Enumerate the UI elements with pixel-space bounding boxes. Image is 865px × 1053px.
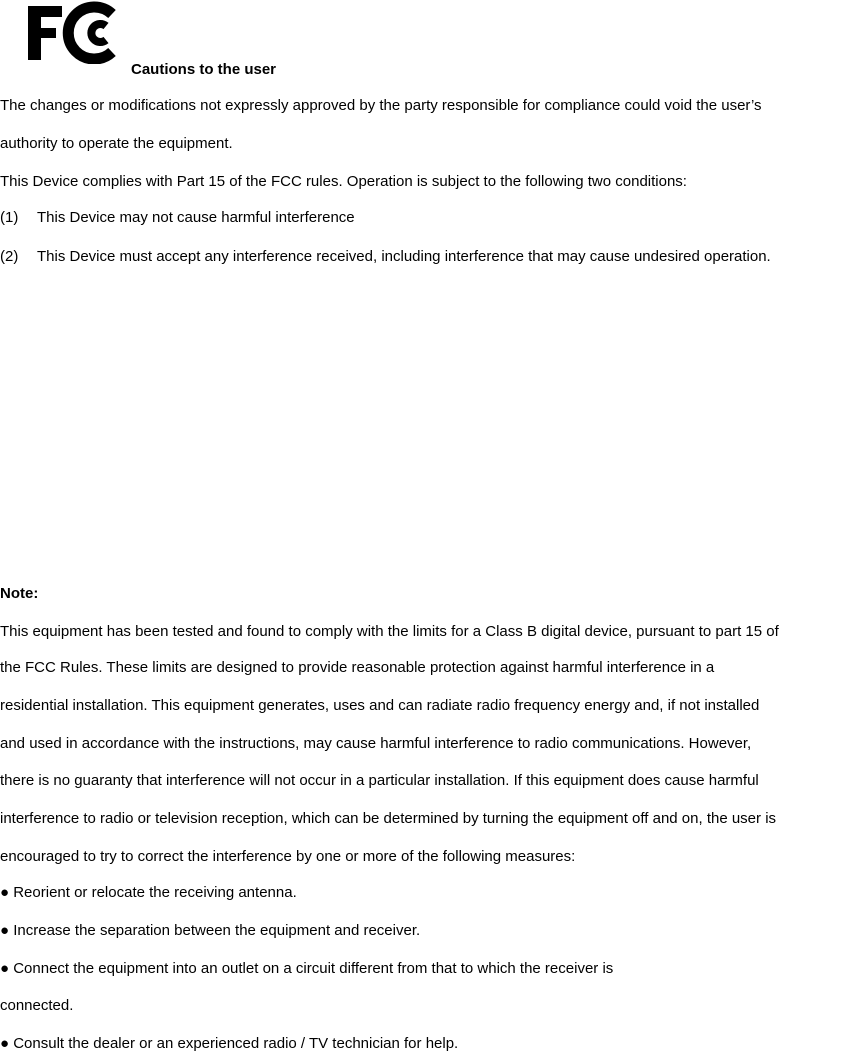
condition-text: This Device may not cause harmful interference (37, 209, 355, 226)
condition-text: This Device must accept any interference received, including interference that may cause undesired operation. (37, 248, 771, 265)
condition-item (0, 248, 771, 266)
measure-item: ● Increase the separation between the equipment and receiver. (0, 922, 421, 939)
note-line: This equipment has been tested and found to comply with the limits for a Class B digital device, pursuant to part 15 of (0, 623, 779, 640)
note-line: the FCC Rules. These limits are designed to provide reasonable protection against harmful interference in a (0, 659, 715, 676)
cautions-paragraph-line: authority to operate the equipment. (0, 135, 233, 152)
condition-number: (1) (0, 209, 19, 226)
compliance-statement: This Device complies with Part 15 of the FCC rules. Operation is subject to the following two conditions: (0, 173, 687, 190)
measure-item-continued: connected. (0, 997, 74, 1014)
measure-item: ● Consult the dealer or an experienced radio / TV technician for help. (0, 1035, 459, 1052)
note-heading: Note: (0, 585, 39, 602)
note-line: there is no guaranty that interference will not occur in a particular installation. If this equipment does cause harmful (0, 772, 759, 789)
note-line: encouraged to try to correct the interference by one or more of the following measures: (0, 848, 576, 865)
page-title: Cautions to the user (131, 61, 277, 78)
fcc-logo (26, 0, 118, 64)
note-line: and used in accordance with the instructions, may cause harmful interference to radio communications. However, (0, 735, 752, 752)
cautions-paragraph-line: The changes or modifications not expressly approved by the party responsible for compliance could void the user’s (0, 97, 762, 114)
measure-item: ● Connect the equipment into an outlet on a circuit different from that to which the receiver is (0, 960, 614, 977)
note-line: interference to radio or television reception, which can be determined by turning the equipment off and on, the user is (0, 810, 777, 827)
condition-number: (2) (0, 248, 19, 265)
condition-item (0, 209, 355, 227)
measure-item: ● Reorient or relocate the receiving antenna. (0, 884, 297, 901)
note-line: residential installation. This equipment generates, uses and can radiate radio frequency energy and, if not installed (0, 697, 760, 714)
